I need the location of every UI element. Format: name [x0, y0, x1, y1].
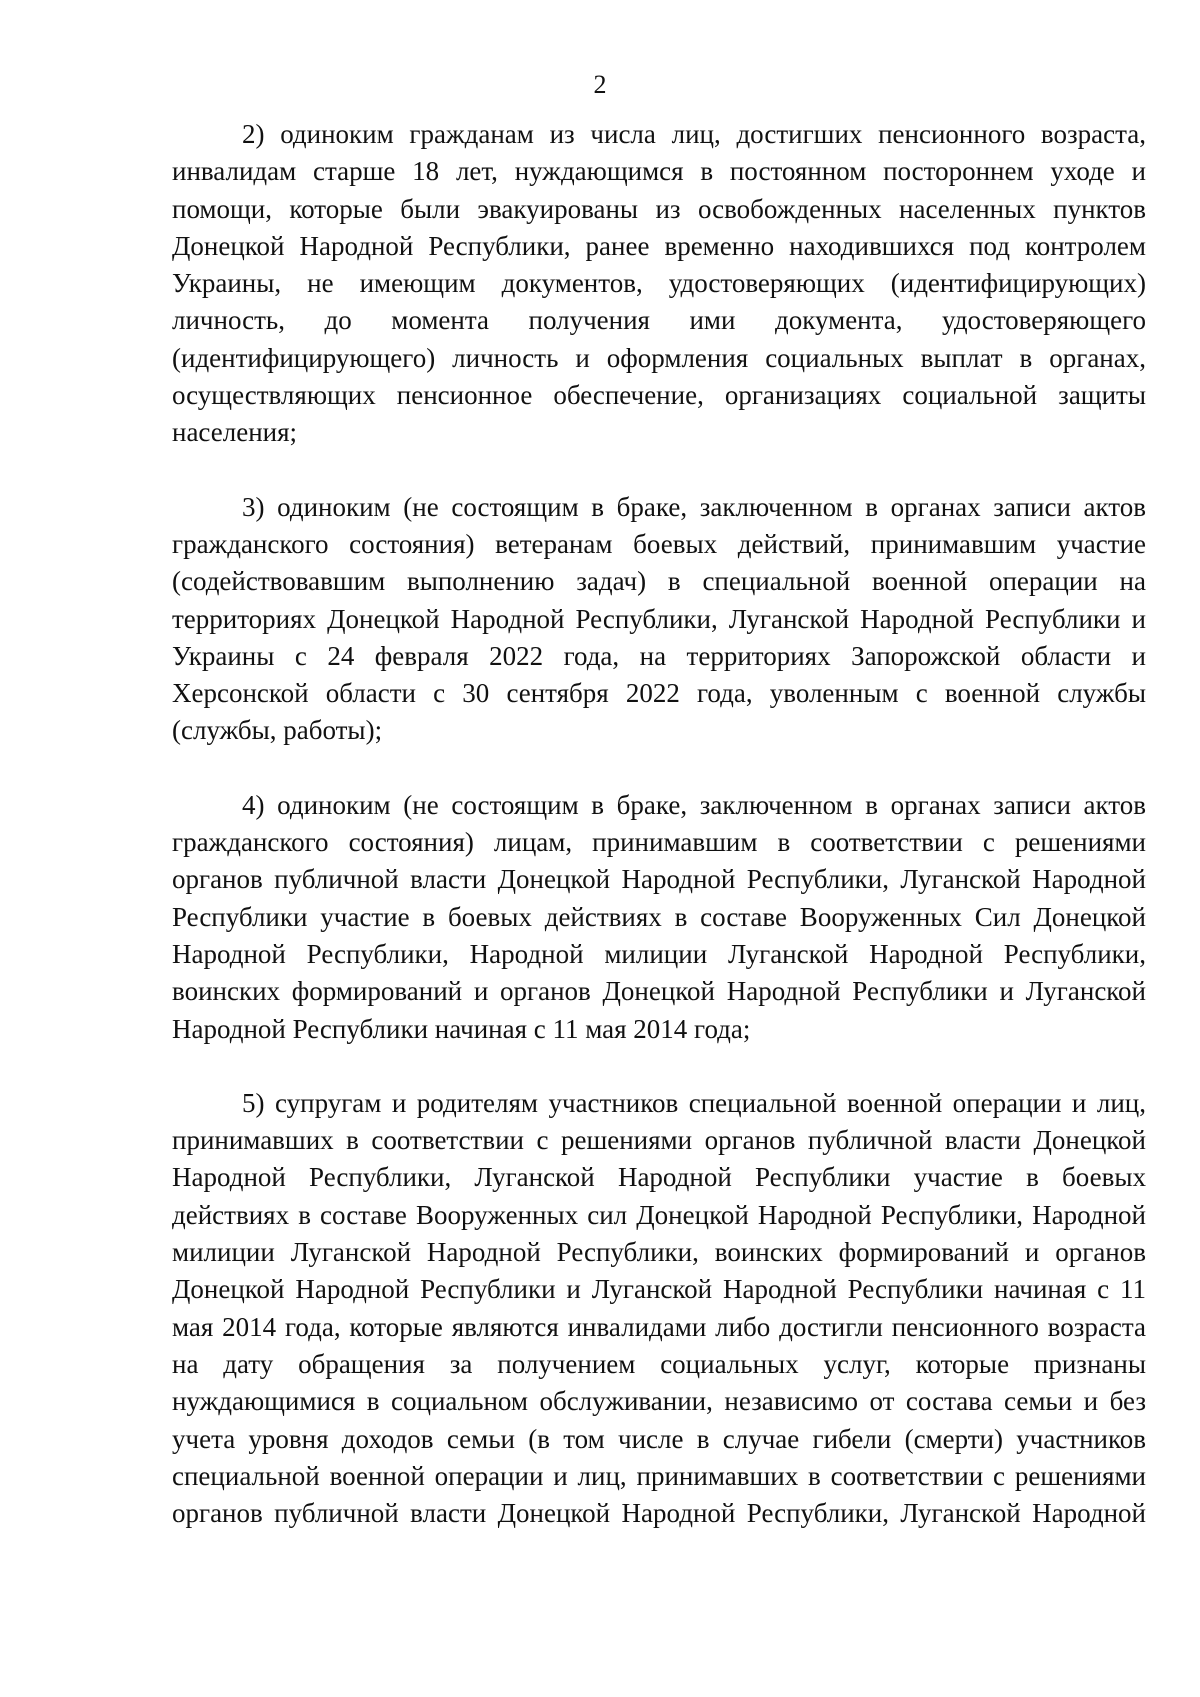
- paragraph-item-3: 3) одиноким (не состоящим в браке, заключенном в органах записи актов гражданского состояния) ветеранам боевых действий, принимавшим участие (содействовавшим выполнению задач) в специальной военной операции на территориях Донецкой Народной Республики, Луганской Народной Республики и Украины с 24 февраля 2022 года, на территориях Запорожской области и Херсонской области с 30 сентября 2022 года, уволенным с военной службы (службы, работы);: [172, 491, 1146, 746]
- paragraph-item-5: 5) супругам и родителям участников специальной военной операции и лиц, принимавших в соответствии с решениями органов публичной власти Донецкой Народной Республики, Луганской Народной Республики участие в боевых действиях в составе Вооруженных сил Донецкой Народной Республики, Народной милиции Луганской Народной Республики, воинских формирований и органов Донецкой Народной Республики и Луганской Народной Республики начиная с 11 мая 2014 года, которые являются инвалидами либо достигли пенсионного возраста на дату обращения за получением социальных услуг, которые признаны нуждающимися в социальном обслуживании, независимо от состава семьи и без учета уровня доходов семьи (в том числе в случае гибели (смерти) участников специальной военной операции и лиц, принимавших в соответствии с решениями органов публичной власти Донецкой Народной Республики, Луганской Народной: [172, 1087, 1146, 1529]
- document-body: [172, 116, 1146, 1532]
- paragraph-item-4: 4) одиноким (не состоящим в браке, заключенном в органах записи актов гражданского состояния) лицам, принимавшим в соответствии с решениями органов публичной власти Донецкой Народной Республики, Луганской Народной Республики участие в боевых действиях в составе Вооруженных Сил Донецкой Народной Республики, Народной милиции Луганской Народной Республики, воинских формирований и органов Донецкой Народной Республики и Луганской Народной Республики начиная с 11 мая 2014 года;: [172, 789, 1146, 1044]
- page-number: 2: [593, 70, 607, 99]
- paragraph-item-2: 2) одиноким гражданам из числа лиц, достигших пенсионного возраста, инвалидам старше 18 лет, нуждающимся в постоянном постороннем уходе и помощи, которые были эвакуированы из освобожденных населенных пунктов Донецкой Народной Республики, ранее временно находившихся под контролем Украины, не имеющим документов, удостоверяющих (идентифицирующих) личность, до момента получения ими документа, удостоверяющего (идентифицирующего) личность и оформления социальных выплат в органах, осуществляющих пенсионное обеспечение, организациях социальной защиты населения;: [172, 119, 1146, 448]
